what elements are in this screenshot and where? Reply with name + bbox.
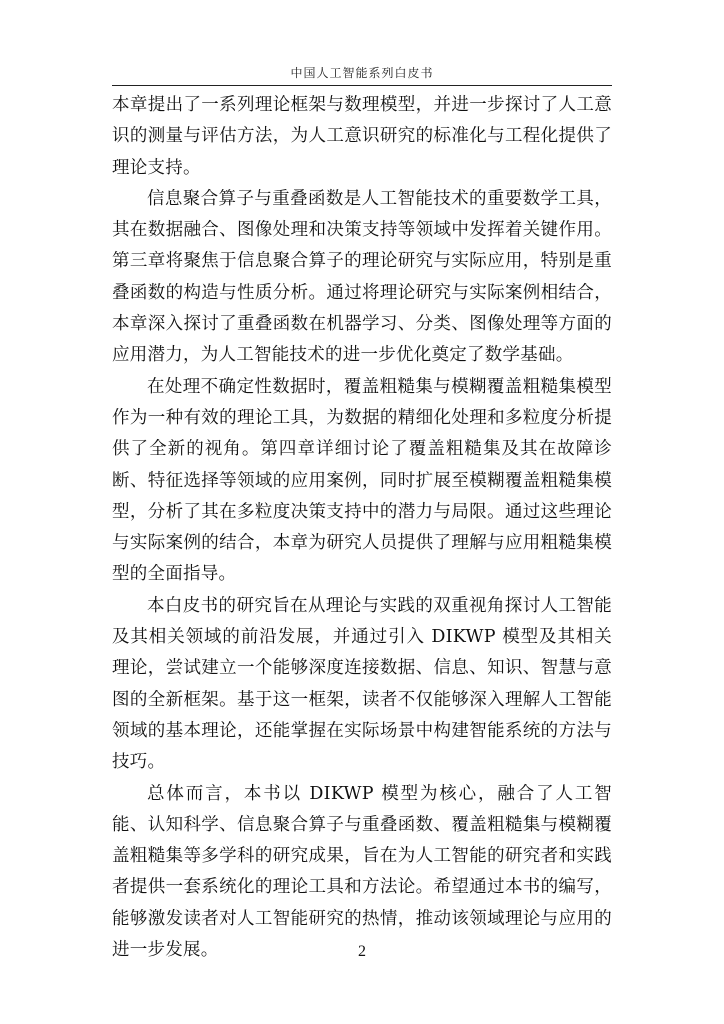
paragraph: 本白皮书的研究旨在从理论与实践的双重视角探讨人工智能及其相关领域的前沿发展，并通过引入 DIKWP 模型及其相关理论，尝试建立一个能够深度连接数据、信息、知识、智慧与意图的全新框架。基于这一框架，读者不仅能够深入理解人工智能领域的基本理论，还能掌握在实际场景中构建智能系统的方法与技巧。	[112, 595, 612, 773]
paragraph: 总体而言，本书以 DIKWP 模型为核心，融合了人工智能、认知科学、信息聚合算子与重叠函数、覆盖粗糙集与模糊覆盖粗糙集等多学科的研究成果，旨在为人工智能的研究者和实践者提供一套系统化的理论工具和方法论。希望通过本书的编写，能够激发读者对人工智能研究的热情，推动该领域理论与应用的进一步发展。	[112, 783, 612, 961]
paragraph-continuation: 本章提出了一系列理论框架与数理模型，并进一步探讨了人工意识的测量与评估方法，为人工意识研究的标准化与工程化提供了理论支持。	[112, 95, 612, 178]
page-header: 中国人工智能系列白皮书	[290, 66, 434, 80]
page-number: 2	[358, 943, 366, 960]
paragraph: 在处理不确定性数据时，覆盖粗糙集与模糊覆盖粗糙集模型作为一种有效的理论工具，为数据的精细化处理和多粒度分析提供了全新的视角。第四章详细讨论了覆盖粗糙集及其在故障诊断、特征选择等领域的应用案例，同时扩展至模糊覆盖粗糙集模型，分析了其在多粒度决策支持中的潜力与局限。通过这些理论与实际案例的结合，本章为研究人员提供了理解与应用粗糙集模型的全面指导。	[112, 376, 612, 585]
header-divider	[112, 85, 612, 86]
document-body	[112, 90, 612, 966]
paragraph: 信息聚合算子与重叠函数是人工智能技术的重要数学工具，其在数据融合、图像处理和决策支持等领域中发挥着关键作用。第三章将聚焦于信息聚合算子的理论研究与实际应用，特别是重叠函数的构造与性质分析。通过将理论研究与实际案例相结合，本章深入探讨了重叠函数在机器学习、分类、图像处理等方面的应用潜力，为人工智能技术的进一步优化奠定了数学基础。	[112, 188, 612, 366]
